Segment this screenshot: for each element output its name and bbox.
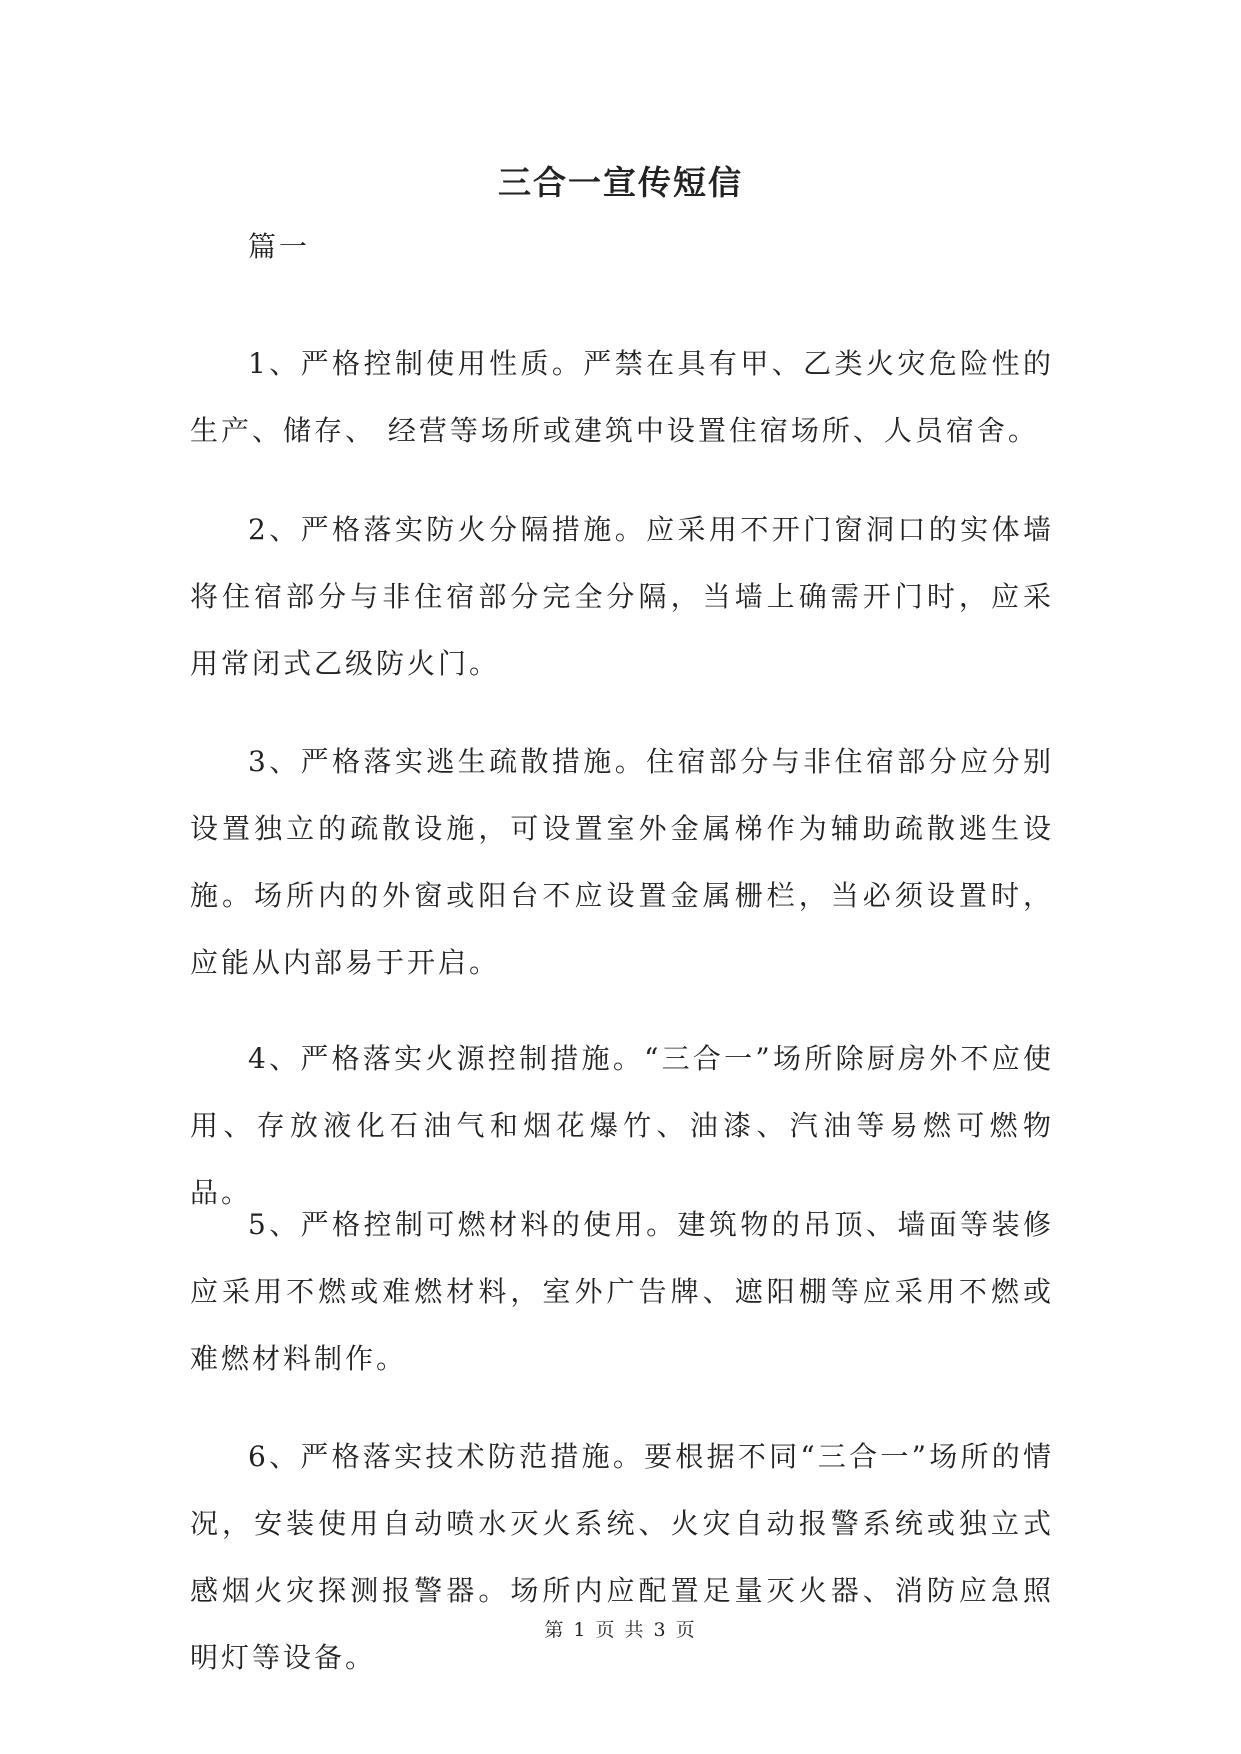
- paragraph-text: 1、严格控制使用性质。严禁在具有甲、乙类火灾危险性的生产、储存、 经营等场所或建筑中设置住宿场所、人员宿舍。: [190, 347, 1054, 447]
- paragraph-1: [190, 330, 1054, 464]
- paragraph-text: 4、严格落实火源控制措施。“三合一”场所除厨房外不应使用、存放液化石油气和烟花爆竹、油漆、汽油等易燃可燃物品。: [190, 1042, 1054, 1209]
- page-footer: 第 1 页 共 3 页: [544, 1619, 697, 1641]
- paragraph-5: [190, 1191, 1054, 1392]
- paragraph-text: 3、严格落实逃生疏散措施。住宿部分与非住宿部分应分别设置独立的疏散设施，可设置室外金属梯作为辅助疏散逃生设施。场所内的外窗或阳台不应设置金属栅栏，当必须设置时，应能从内部易于开启。: [190, 745, 1054, 979]
- paragraph-text: 5、严格控制可燃材料的使用。建筑物的吊顶、墙面等装修应采用不燃或难燃材料，室外广告牌、遮阳棚等应采用不燃或难燃材料制作。: [190, 1208, 1054, 1375]
- paragraph-3: [190, 728, 1054, 996]
- section-heading: 篇一: [248, 230, 311, 263]
- document-title: 三合一宣传短信: [498, 163, 743, 202]
- paragraph-text: 2、严格落实防火分隔措施。应采用不开门窗洞口的实体墙将住宿部分与非住宿部分完全分隔，当墙上确需开门时，应采用常闭式乙级防火门。: [190, 513, 1054, 680]
- paragraph-text: 6、严格落实技术防范措施。要根据不同“三合一”场所的情况，安装使用自动喷水灭火系统、火灾自动报警系统或独立式感烟火灾探测报警器。场所内应配置足量灭火器、消防应急照明灯等设备。: [190, 1440, 1054, 1674]
- paragraph-6: [190, 1423, 1054, 1691]
- paragraph-2: [190, 496, 1054, 697]
